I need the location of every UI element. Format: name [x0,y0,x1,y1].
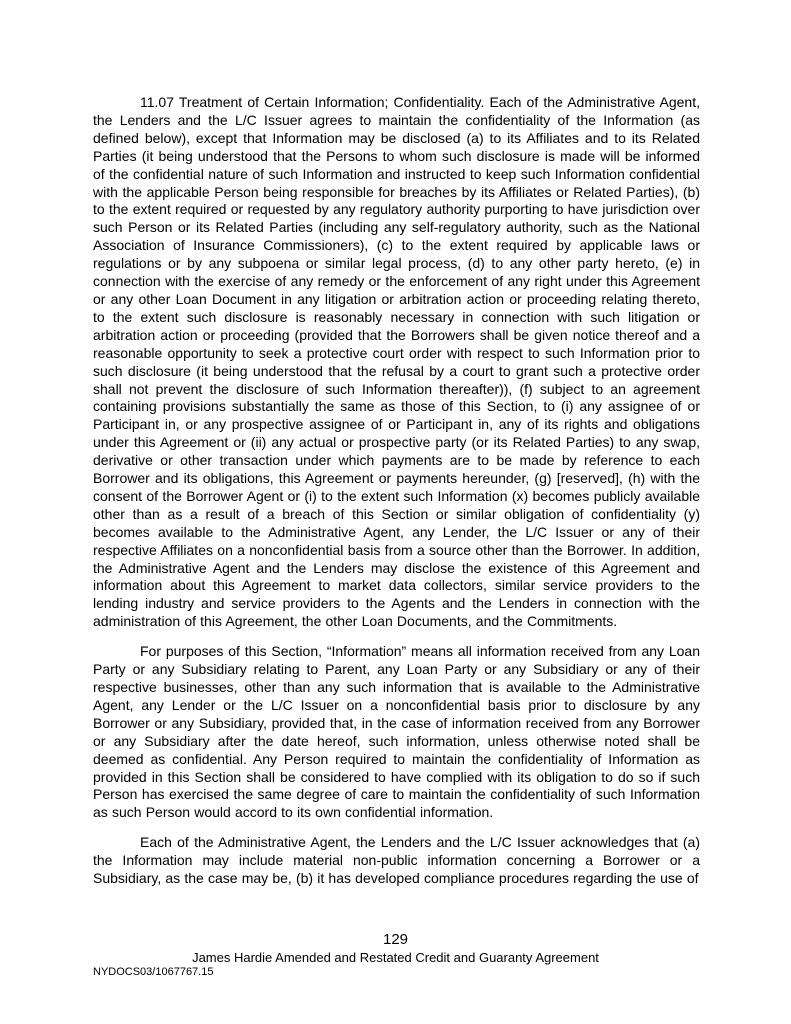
page-number: 129 [382,931,409,948]
paragraph-3: Each of the Administrative Agent, the Lenders and the L/C Issuer acknowledges that (a) the Information may include material non-public information concerning a Borrower or a Subsidiary, as the case may be, (b) it has developed compliance procedures regarding the use of [93,834,700,887]
paragraph-2: For purposes of this Section, “Information” means all information received from any Loan Party or any Subsidiary relating to Parent, any Loan Party or any Subsidiary or any of their respective businesses, other than any such information that is available to the Administrative Agent, any Lender or the L/C Issuer on a nonconfidential basis prior to disclosure by any Borrower or any Subsidiary, provided that, in the case of information received from any Borrower or any Subsidiary after the date hereof, such information, unless otherwise noted shall be deemed as confidential. Any Person required to maintain the confidentiality of Information as provided in this Section shall be considered to have complied with its obligation to do so if such Person has exercised the same degree of care to maintain the confidentiality of such Information as such Person would accord to its own confidential information. [93,643,700,821]
footer-document-number: NYDOCS03/1067767.15 [93,966,214,978]
paragraph-1: 11.07 Treatment of Certain Information; Confidentiality. Each of the Administrative Agent, the Lenders and the L/C Issuer agrees to maintain the confidentiality of the Information (as defined below), except that Information may be disclosed (a) to its Affiliates and to its Related Parties (it being understood that the Persons to whom such disclosure is made will be informed of the confidential nature of such Information and instructed to keep such Information confidential with the applicable Person being responsible for breaches by its Affiliates or Related Parties), (b) to the extent required or requested by any regulatory authority purporting to have jurisdiction over such Person or its Related Parties (including any self-regulatory authority, such as the National Association of Insurance Commissioners), (c) to the extent required by applicable laws or regulations or by any subpoena or similar legal process, (d) to any other party hereto, (e) in connection with the exercise of any remedy or the enforcement of any right under this Agreement or any other Loan Document in any litigation or arbitration action or proceeding relating thereto, to the extent such disclosure is reasonably necessary in connection with such litigation or arbitration action or proceeding (provided that the Borrowers shall be given notice thereof and a reasonable opportunity to seek a protective court order with respect to such Information prior to such disclosure (it being understood that the refusal by a court to grant such a protective order shall not prevent the disclosure of such Information thereafter)), (f) subject to an agreement containing provisions substantially the same as those of this Section, to (i) any assignee of or Participant in, or any prospective assignee of or Participant in, any of its rights and obligations under this Agreement or (ii) any actual or prospective party (or its Related Parties) to any swap, derivative or other transaction under which payments are to be made by reference to each Borrower and its obligations, this Agreement or payments hereunder, (g) [reserved], (h) with the consent of the Borrower Agent or (i) to the extent such Information (x) becomes publicly available other than as a result of a breach of this Section or similar obligation of confidentiality (y) becomes available to the Administrative Agent, any Lender, the L/C Issuer or any of their respective Affiliates on a nonconfidential basis from a source other than the Borrower. In addition, the Administrative Agent and the Lenders may disclose the existence of this Agreement and information about this Agreement to market data collectors, similar service providers to the lending industry and service providers to the Agents and the Lenders in connection with the administration of this Agreement, the other Loan Documents, and the Commitments. [93,94,700,630]
footer-document-title: James Hardie Amended and Restated Credit and Guaranty Agreement [192,950,599,965]
document-body [93,94,700,900]
